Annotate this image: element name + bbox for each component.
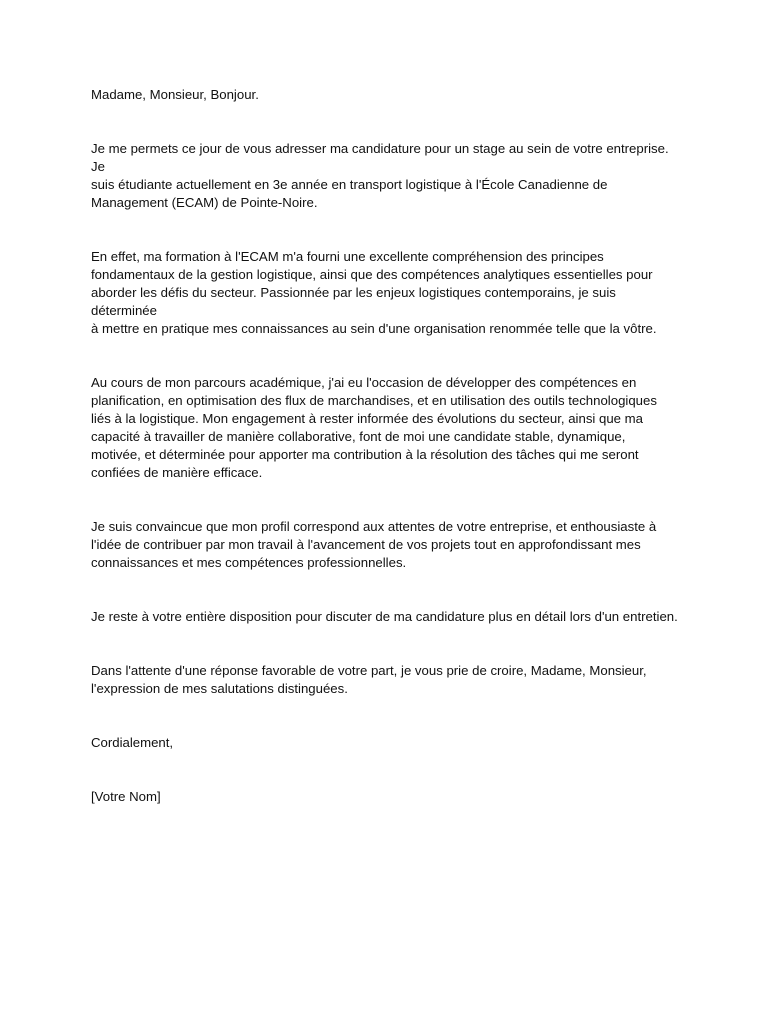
- greeting: Madame, Monsieur, Bonjour.: [91, 87, 259, 102]
- paragraph-training: En effet, ma formation à l'ECAM m'a fourni une excellente compréhension des principes fondamentaux de la gestion logistique, ainsi que des compétences analytiques essentielles pour aborder les défis du secteur. Passionnée par les enjeux logistiques contemporains, je suis déterminée à mettre en pratique mes connaissances au sein d'une organisation renommée telle que la vôtre.: [91, 249, 657, 336]
- paragraph-availability: Je reste à votre entière disposition pour discuter de ma candidature plus en détail lors d'un entretien.: [91, 609, 678, 624]
- paragraph-skills: Au cours de mon parcours académique, j'ai eu l'occasion de développer des compétences en planification, en optimisation des flux de marchandises, et en utilisation des outils technologiques liés à la logistique. Mon engagement à rester informée des évolutions du secteur, ainsi que ma capacité à travailler de manière collaborative, font de moi une candidate stable, dynamique, motivée, et déterminée pour apporter ma contribution à la résolution des tâches qui me seront confiées de manière efficace.: [91, 375, 657, 480]
- signature: [Votre Nom]: [91, 789, 161, 804]
- paragraph-motivation: Je suis convaincue que mon profil correspond aux attentes de votre entreprise, et enthousiaste à l'idée de contribuer par mon travail à l'avancement de vos projets tout en approfondissant mes connaissances et mes compétences professionnelles.: [91, 519, 657, 570]
- cover-letter: [91, 86, 681, 806]
- paragraph-application: Je me permets ce jour de vous adresser ma candidature pour un stage au sein de votre entreprise. Je suis étudiante actuellement en 3e année en transport logistique à l'École Canadienne de Management (ECAM) de Pointe-Noire.: [91, 141, 669, 210]
- paragraph-salutation: Dans l'attente d'une réponse favorable de votre part, je vous prie de croire, Madame, Monsieur, l'expression de mes salutations distinguées.: [91, 663, 647, 696]
- closing: Cordialement,: [91, 735, 174, 750]
